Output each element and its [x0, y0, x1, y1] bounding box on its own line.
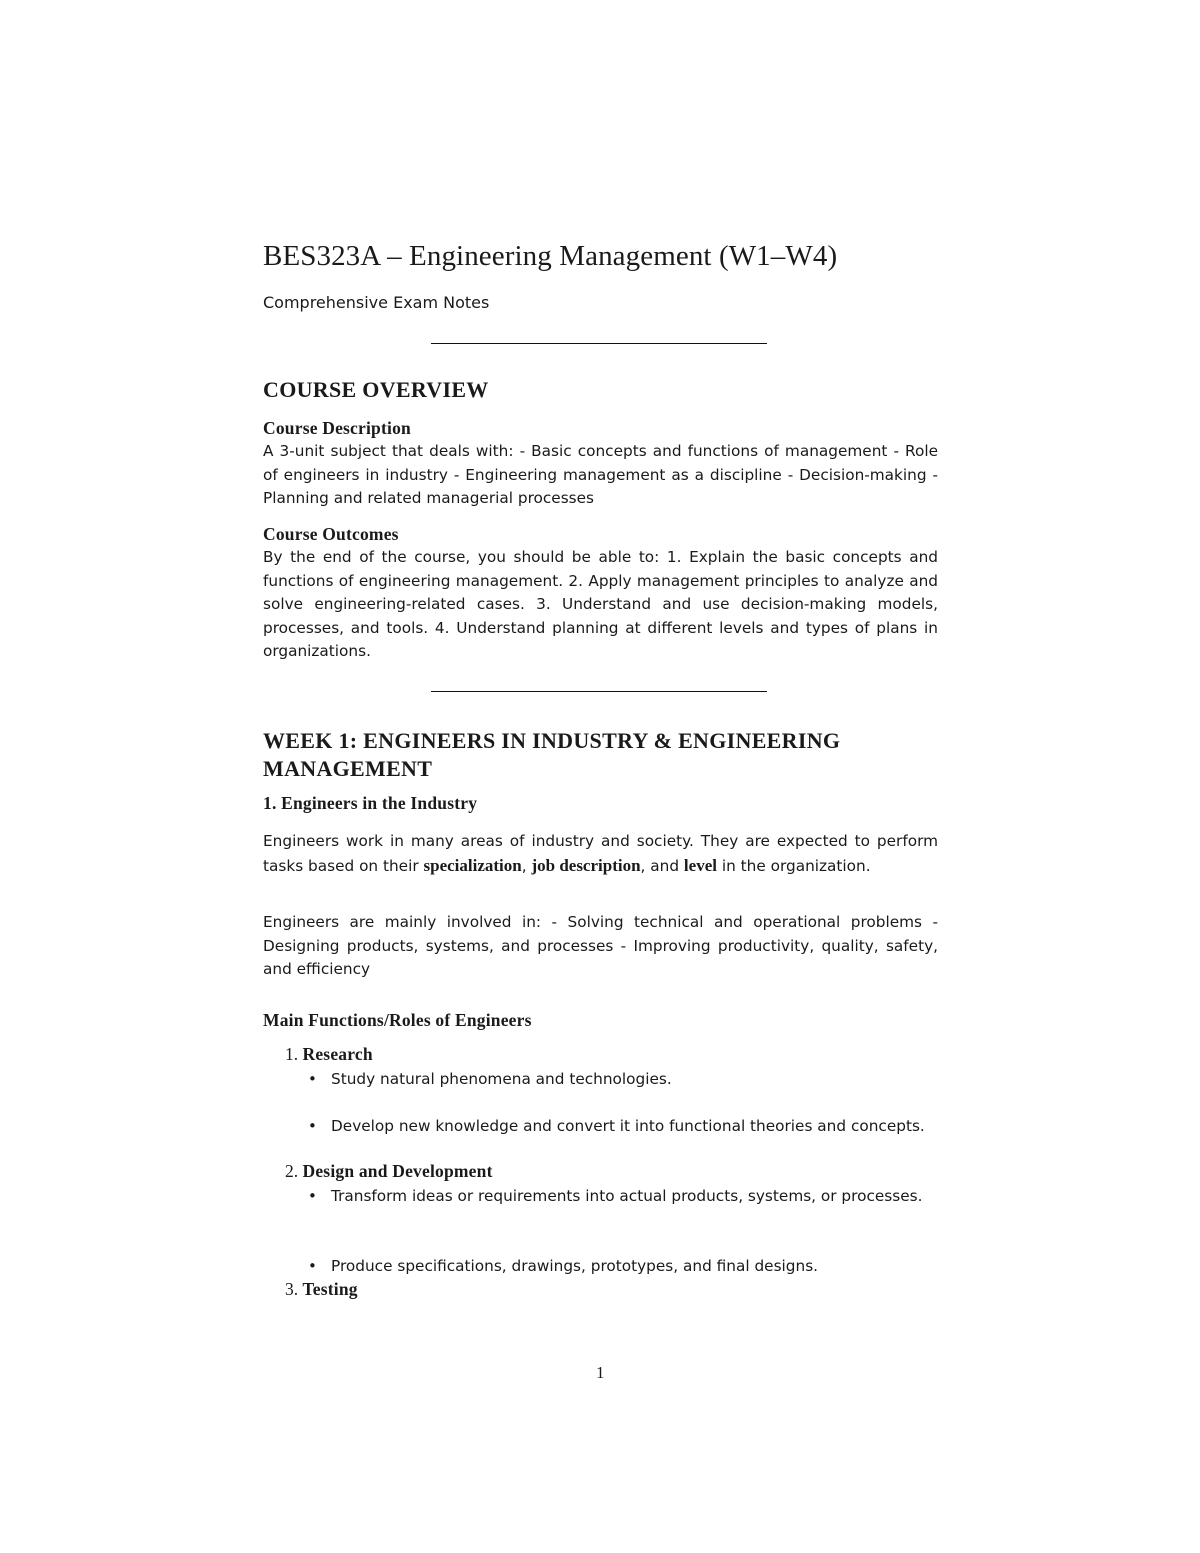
- page-number: 1: [596, 1363, 605, 1382]
- term-level: level: [683, 855, 717, 875]
- role-item-research: 1. Research: [285, 1044, 373, 1064]
- course-outcomes-text: By the end of the course, you should be able to: 1. Explain the basic concepts and functions of engineering management. 2. Apply management principles to analyze and solve engineering-related cases. 3. Understand and use decision-making models, processes, and tools. 4. Understand planning at different levels and types of plans in organizations.: [263, 548, 938, 660]
- bullet-icon: •: [308, 1070, 317, 1088]
- course-outcomes-heading: Course Outcomes: [263, 524, 399, 544]
- list-item: • Transform ideas or requirements into actual products, systems, or processes.: [331, 1185, 939, 1209]
- bullet-icon: •: [308, 1117, 317, 1135]
- week1-heading: WEEK 1: ENGINEERS IN INDUSTRY & ENGINEERING MANAGEMENT: [263, 728, 841, 781]
- main-functions-heading: Main Functions/Roles of Engineers: [263, 1010, 532, 1030]
- engineers-in-industry-paragraph: Engineers work in many areas of industry and society. They are expected to perform tasks based on their specialization, job description, and level in the organization.: [263, 832, 938, 875]
- course-description-text: A 3-unit subject that deals with: - Basic concepts and functions of management - Role of engineers in industry - Engineering management as a discipline - Decision-making - Planning and related managerial processes: [263, 442, 938, 507]
- list-item: • Study natural phenomena and technologies.: [331, 1068, 939, 1092]
- list-item: • Produce specifications, drawings, prototypes, and final designs.: [331, 1255, 939, 1279]
- list-item: • Develop new knowledge and convert it into functional theories and concepts.: [331, 1115, 939, 1139]
- term-job-description: job description: [531, 855, 641, 875]
- engineers-in-industry-heading: 1. Engineers in the Industry: [263, 793, 478, 813]
- role-item-design-and-development: 2. Design and Development: [285, 1161, 493, 1181]
- bullet-icon: •: [308, 1187, 317, 1205]
- role-item-testing: 3. Testing: [285, 1279, 358, 1299]
- document-title: BES323A – Engineering Management (W1–W4): [263, 240, 838, 272]
- document-subtitle: Comprehensive Exam Notes: [263, 293, 490, 312]
- document-page: [263, 0, 940, 1553]
- term-specialization: specialization: [423, 855, 522, 875]
- section-divider: [431, 691, 767, 692]
- course-overview-heading: COURSE OVERVIEW: [263, 377, 489, 402]
- engineers-involvement-paragraph: Engineers are mainly involved in: - Solving technical and operational problems - Designing products, systems, and processes - Improving productivity, quality, safety, and efficiency: [263, 913, 938, 978]
- section-divider: [431, 343, 767, 344]
- course-description-heading: Course Description: [263, 418, 411, 438]
- bullet-icon: •: [308, 1257, 317, 1275]
